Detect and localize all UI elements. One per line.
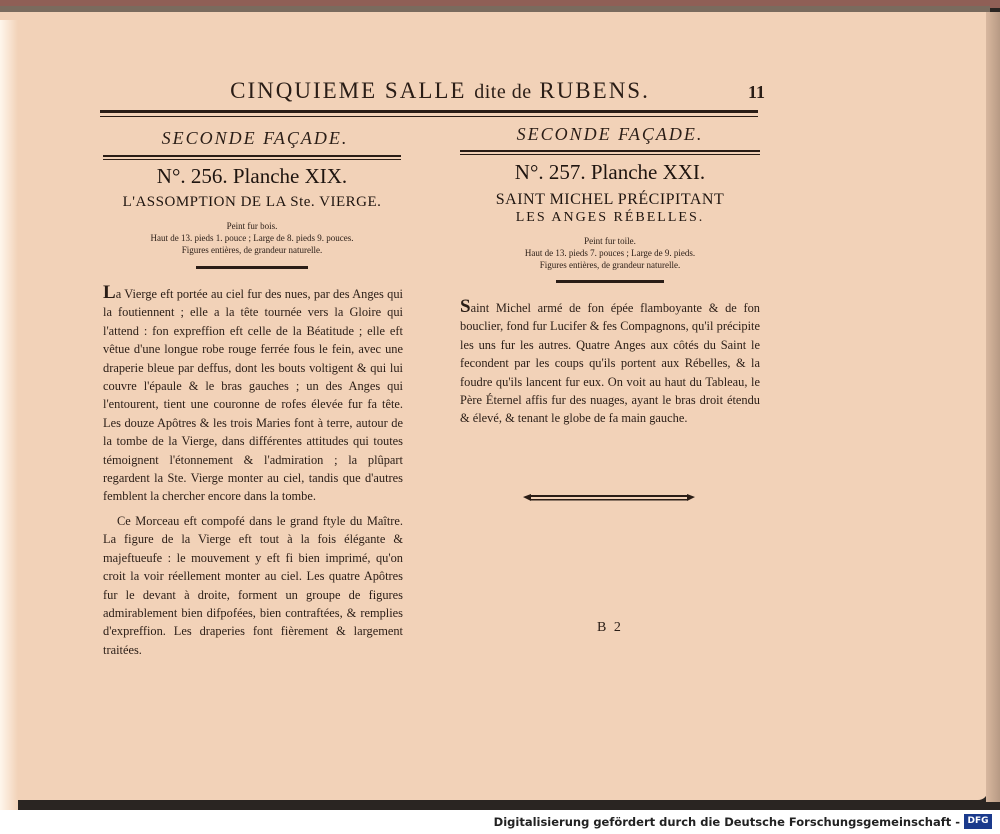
signature-mark: B 2 — [597, 620, 623, 635]
right-painting-title-line1: SAINT MICHEL PRÉCIPITANT — [495, 191, 725, 208]
left-description — [103, 284, 403, 659]
right-description — [460, 298, 760, 428]
dfg-logo: DFG — [964, 814, 992, 829]
ornamental-rule — [523, 491, 695, 505]
right-dimensions: Haut de 13. pieds 7. pouces ; Large de 9. pieds. — [524, 248, 696, 258]
right-painting-details — [460, 235, 760, 271]
left-dimensions: Haut de 13. pieds 1. pouce ; Large de 8. pieds 9. pouces. — [150, 233, 354, 243]
running-title-artist: RUBENS. — [539, 78, 650, 103]
left-figures: Figures entières, de grandeur naturelle. — [181, 245, 323, 255]
digitization-credit-bar — [0, 810, 1000, 834]
right-paragraph-1-text: aint Michel armé de fon épée flamboyante & de fon bouclier, fond fur Lucifer & fes Compagnons, qu'il précipite les uns fur les autres. Quatre Anges aux côtés du Saint le fecondent par les coups qu'ils portent aux Rébelles, & la foudre qu'ils lancent fur eux. On voit au haut du Tableau, le Père Éternel affis fur des nuages, ayant le bras droit étendu & élevé, & tenant le globe de fa main gauche. — [460, 301, 760, 426]
right-paragraph-1 — [460, 298, 760, 428]
left-section-rule — [103, 155, 401, 157]
right-dropcap: S — [460, 296, 471, 317]
right-painting-title-line2: LES ANGES RÉBELLES. — [515, 210, 705, 225]
right-figures: Figures entières, de grandeur naturelle. — [539, 260, 681, 270]
left-painting-details — [103, 220, 401, 256]
right-plate-number: Planche XXI. — [590, 160, 706, 184]
left-paragraph-2: Ce Morceau eft compofé dans le grand ftyle du Maître. La figure de la Vierge eft tout à la fois élégante & majeftueufe : le mouvement y eft fi bien imprimé, qu'on croit la voir réellement monter au ciel. Les quatre Apôtres fur le devant à droite, forment un groupe de figures admirablement bien difpofées, bien contraftées, & remplies d'expreffion. Les draperies font fièrement & largement traitées. — [103, 513, 403, 657]
head-rule-thick — [100, 110, 758, 113]
head-rule-thin — [100, 116, 758, 117]
left-paragraph-1-text: a Vierge eft portée au ciel fur des nues, par des Anges qui la foutiennent ; elle a la tête tournée vers la Gloire qui l'attend : fon expreffion eft celle de la Béatitude ; elle eft vêtue d'une longue robe rouge ferrée fous le fein, avec une draperie bleue par deffus, dont les bouts voltigent & qui lui couvre l'épaule & le bras gauches ; un des Anges qui l'entourent, tient une couronne de rofes élevée fur fa tête. Les douze Apôtres & les trois Maries font à terre, autour de la tombe de la Vierge, dans différentes attitudes qui toutes témoignent l'étonnement & l'admiration ; la plûpart regardent la Ste. Vierge monter au ciel, tandis que d'autres femblent la chercher encore dans la tombe. — [103, 287, 403, 504]
right-detail-rule — [556, 280, 664, 283]
right-section-rule-thin — [460, 154, 760, 155]
left-section-title: SECONDE FAÇADE. — [161, 128, 349, 148]
left-entry-heading — [103, 164, 401, 189]
right-entry-number: N°. 257. — [514, 160, 586, 184]
right-medium: Peint fur toile. — [584, 236, 636, 246]
page-number: 11 — [748, 82, 766, 102]
left-entry-number: N°. 256. — [156, 164, 228, 188]
left-plate-number: Planche XIX. — [232, 164, 348, 188]
right-section-rule — [460, 150, 760, 152]
right-entry-heading — [460, 160, 760, 185]
left-painting-title: L'ASSOMPTION DE LA Ste. VIERGE. — [122, 194, 382, 210]
left-paragraph-1 — [103, 284, 403, 506]
left-section-rule-thin — [103, 159, 401, 160]
page-right-edge — [986, 12, 1000, 802]
running-title-connector: dite de — [474, 81, 532, 103]
page-gutter — [0, 20, 18, 810]
left-dropcap: L — [103, 282, 116, 303]
running-title-main: CINQUIEME SALLE — [230, 78, 467, 103]
right-section-title: SECONDE FAÇADE. — [516, 124, 704, 144]
left-medium: Peint fur bois. — [226, 221, 278, 231]
left-detail-rule — [196, 266, 308, 269]
funding-credit: Digitalisierung gefördert durch die Deutsche Forschungsgemeinschaft - — [493, 815, 960, 829]
running-title — [190, 78, 690, 104]
